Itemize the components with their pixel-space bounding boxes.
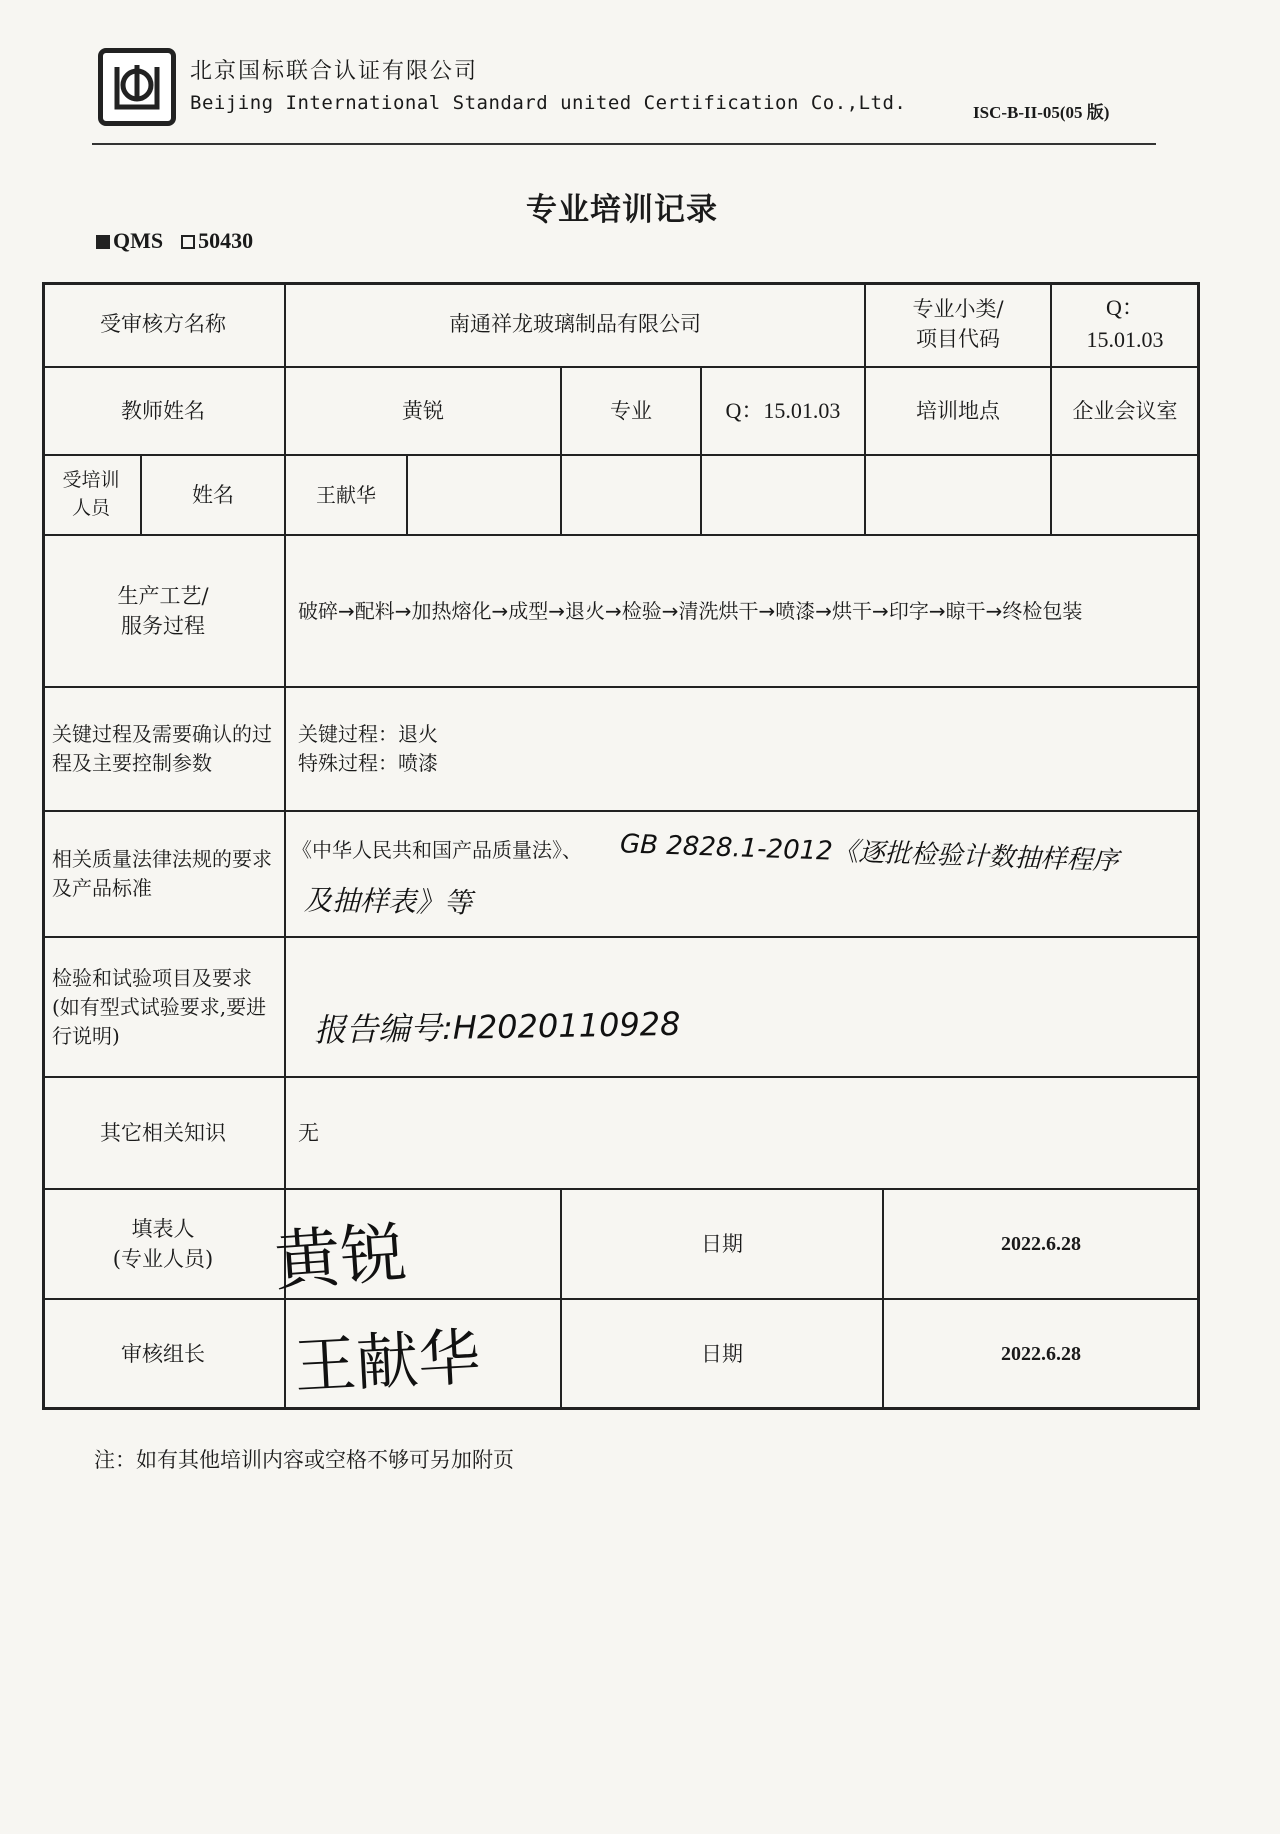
- leader-label: 审核组长: [121, 1341, 205, 1366]
- key-process-line: 关键过程：退火: [298, 722, 438, 746]
- qms-label: QMS: [113, 228, 164, 253]
- special-process-line: 特殊过程：喷漆: [298, 751, 438, 775]
- document-title: 专业培训记录: [526, 192, 718, 228]
- teacher-label: 教师姓名: [121, 398, 205, 423]
- inspection-handwritten: 报告编号:H2020110928: [313, 1004, 681, 1050]
- standard-selector: [96, 228, 253, 254]
- process-value: 破碎→配料→加热熔化→成型→退火→检验→清洗烘干→喷漆→烘干→印字→晾干→终检包装: [298, 599, 1083, 623]
- law-printed: 《中华人民共和国产品质量法》、: [292, 837, 582, 862]
- other-knowledge-label: 其它相关知识: [100, 1120, 226, 1145]
- leader-date-label: 日期: [701, 1341, 743, 1366]
- inspection-label: 检验和试验项目及要求(如有型式试验要求,要进行说明): [52, 965, 267, 1048]
- other-knowledge-value: 无: [298, 1120, 319, 1145]
- training-record-table: [42, 282, 1200, 1410]
- trainee-name: 王献华: [316, 482, 376, 507]
- 50430-label: 50430: [198, 228, 254, 253]
- header-divider: [92, 143, 1156, 145]
- place-label: 培训地点: [916, 398, 1000, 423]
- subclass-value: Q： 15.01.03: [1086, 295, 1164, 352]
- filler-signature: 黄锐: [271, 1214, 409, 1301]
- filler-date: 2022.6.28: [1001, 1232, 1081, 1255]
- auditee-label: 受审核方名称: [100, 311, 226, 336]
- key-process-label: 关键过程及需要确认的过程及主要控制参数: [52, 722, 272, 775]
- filler-label: 填表人 (专业人员): [112, 1216, 214, 1271]
- filler-date-label: 日期: [701, 1231, 743, 1256]
- auditee-value: 南通祥龙玻璃制品有限公司: [449, 311, 701, 336]
- leader-date: 2022.6.28: [1001, 1342, 1081, 1365]
- major-value: Q：15.01.03: [725, 398, 841, 424]
- law-label: 相关质量法律法规的要求及产品标准: [52, 847, 272, 900]
- 50430-checkbox[interactable]: [181, 235, 195, 249]
- law-handwritten-1: GB 2828.1-2012《逐批检验计数抽样程序: [619, 829, 1120, 877]
- teacher-value: 黄锐: [402, 398, 444, 423]
- place-value: 企业会议室: [1072, 398, 1178, 423]
- law-handwritten-2: 及抽样表》等: [303, 883, 473, 920]
- leader-signature: 王献华: [292, 1320, 483, 1403]
- footnote: 注：如有其他培训内容或空格不够可另加附页: [94, 1448, 514, 1472]
- qms-checkbox[interactable]: [96, 235, 110, 249]
- company-logo-icon: [98, 48, 176, 126]
- document-code: ISC-B-II-05(05 版): [973, 103, 1110, 122]
- company-name-en: Beijing International Standard united Certification Co.,Ltd.: [190, 92, 907, 114]
- subclass-label: 专业小类/ 项目代码: [912, 296, 1004, 351]
- major-label: 专业: [610, 398, 652, 423]
- name-label: 姓名: [192, 482, 234, 507]
- trainee-label: 受培训 人员: [62, 469, 120, 519]
- company-name-cn: 北京国标联合认证有限公司: [190, 59, 479, 84]
- key-process-value: [286, 688, 1198, 810]
- process-label: 生产工艺/ 服务过程: [117, 583, 209, 638]
